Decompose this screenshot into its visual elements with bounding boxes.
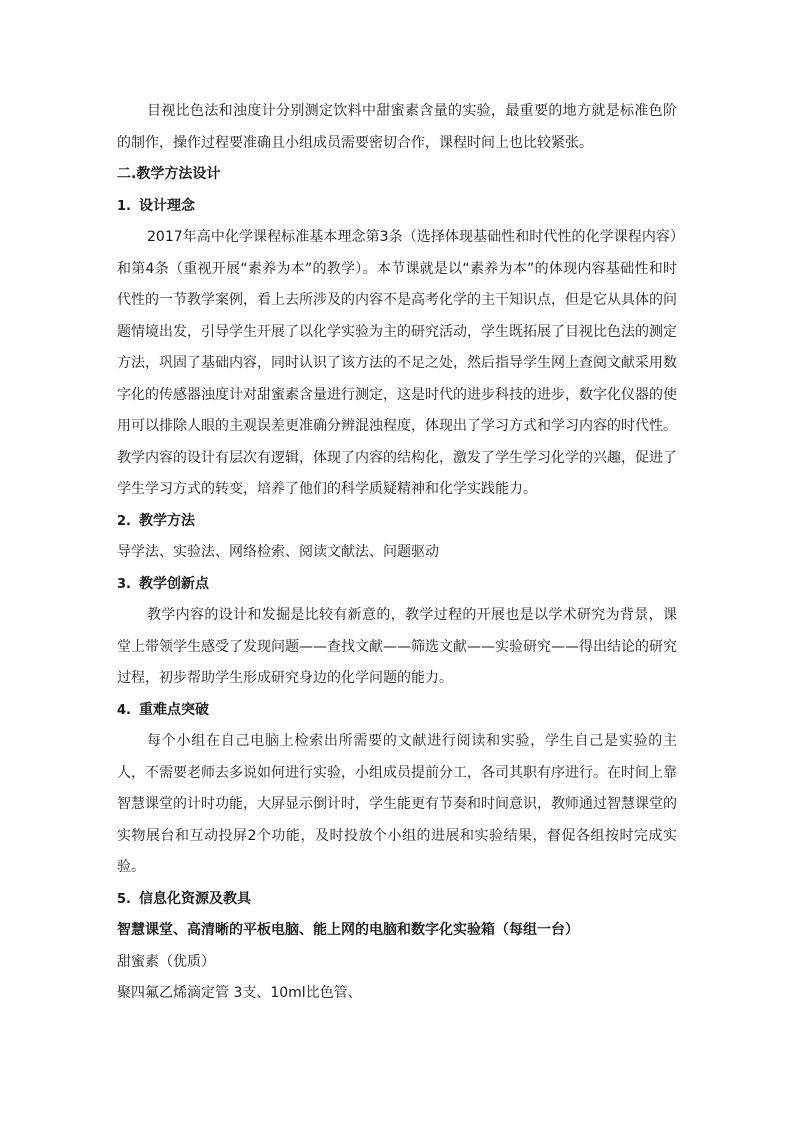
subheading-number: 5.	[117, 891, 131, 907]
teaching-methods-paragraph: 导学法、实验法、网络检索、阅读文献法、问题驱动	[117, 544, 439, 560]
subheading-label: 教学创新点	[139, 575, 209, 592]
document-body	[117, 96, 677, 1010]
subheading-label: 教学方法	[139, 512, 195, 529]
subheading-resources	[117, 884, 677, 916]
design-concept-paragraph: 2017年高中化学课程标准基本理念第3条（选择体现基础性和时代性的化学课程内容）和第4条（重视开展“素养为本”的教学）。本节课就是以“素养为本”的体现内容基础性和时代性的一节教学案例，看上去所涉及的内容不是高考化学的主干知识点，但是它从具体的问题情境出发，引导学生开展了以化学实验为主的研究活动，学生既拓展了目视比色法的测定方法，巩固了基础内容，同时认识了该方法的不足之处，然后指导学生网上查阅文献采用数字化的传感器浊度计对甜蜜素含量进行测定，这是时代的进步科技的进步，数字化仪器的使用可以排除人眼的主观误差更准确分辨混浊程度，体现出了学习方式和学习内容的时代性。教学内容的设计有层次有逻辑，体现了内容的结构化，激发了学生学习化学的兴趣，促进了学生学习方式的转变，培养了他们的科学质疑精神和化学实践能力。	[117, 229, 677, 497]
subheading-number: 1.	[117, 198, 131, 214]
equipment-line: 聚四氟乙烯滴定管 3支、10ml比色管、	[117, 985, 362, 1001]
section-title: 二.教学方法设计	[117, 166, 221, 182]
subheading-number: 2.	[117, 513, 131, 529]
subheading-key-points	[117, 695, 677, 727]
subheading-number: 3.	[117, 576, 131, 592]
intro-paragraph: 目视比色法和浊度计分别测定饮料中甜蜜素含量的实验，最重要的地方就是标准色阶的制作，操作过程要准确且小组成员需要密切合作，课程时间上也比较紧张。	[117, 103, 677, 151]
innovation-paragraph: 教学内容的设计和发掘是比较有新意的，教学过程的开展也是以学术研究为背景，课堂上带领学生感受了发现问题——查找文献——筛选文献——实验研究——得出结论的研究过程，初步帮助学生形成研究身边的化学问题的能力。	[117, 607, 677, 686]
subheading-label: 重难点突破	[139, 701, 209, 718]
sweetener-line: 甜蜜素（优质）	[117, 953, 215, 970]
subheading-teaching-methods	[117, 506, 677, 538]
key-points-paragraph: 每个小组在自己电脑上检索出所需要的文献进行阅读和实验，学生自己是实验的主人，不需要老师去多说如何进行实验，小组成员提前分工，各司其职有序进行。在时间上靠智慧课堂的计时功能，大屏显示倒计时，学生能更有节奏和时间意识，教师通过智慧课堂的实物展台和互动投屏2个功能，及时投放个小组的进展和实验结果，督促各组按时完成实验。	[117, 733, 677, 875]
subheading-design-concept	[117, 191, 677, 223]
subheading-innovation	[117, 569, 677, 601]
resources-line: 智慧课堂、高清晰的平板电脑、能上网的电脑和数字化实验箱（每组一台）	[117, 922, 579, 938]
subheading-label: 信息化资源及教具	[139, 890, 251, 907]
subheading-number: 4.	[117, 702, 131, 718]
subheading-label: 设计理念	[139, 197, 195, 214]
